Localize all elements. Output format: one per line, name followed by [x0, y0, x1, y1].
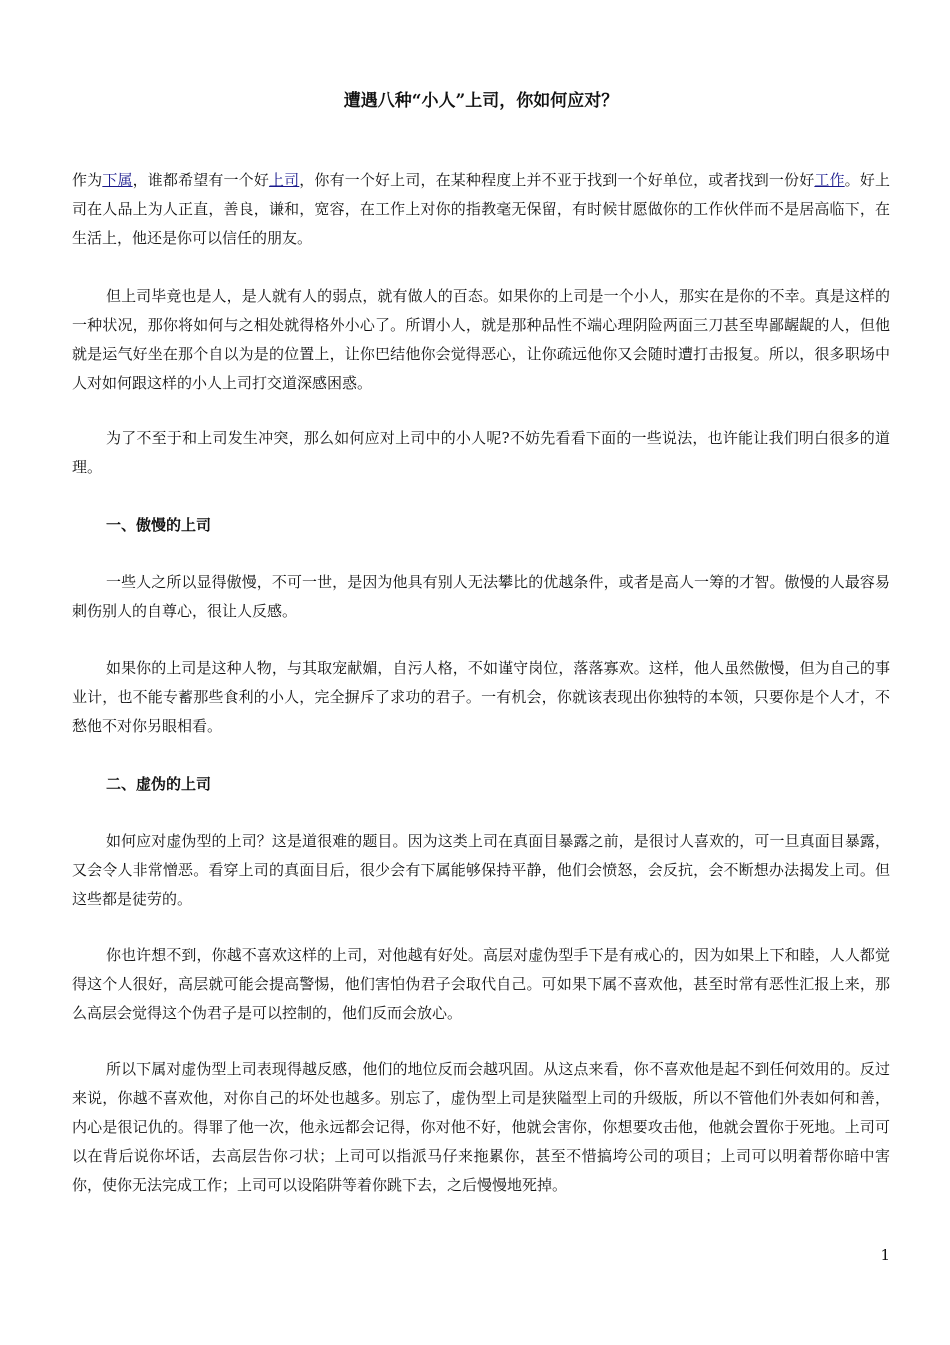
intro-paragraph	[72, 166, 890, 253]
section2-paragraph-1: 如何应对虚伪型的上司？这是道很难的题目。因为这类上司在真面目暴露之前，是很讨人喜欢的，可一旦真面目暴露，又会令人非常憎恶。看穿上司的真面目后，很少会有下属能够保持平静，他们会愤怒，会反抗，会不断想办法揭发上司。但这些都是徒劳的。	[72, 832, 890, 908]
intro-text-3: ，你有一个好上司，在某种程度上并不亚于找到一个好单位，或者找到一份好	[299, 171, 815, 189]
section2-paragraph-2: 你也许想不到，你越不喜欢这样的上司，对他越有好处。高层对虚伪型手下是有戒心的，因为如果上下和睦，人人都觉得这个人很好，高层就可能会提高警惕，他们害怕伪君子会取代自己。可如果下属不喜欢他，甚至时常有恶性汇报上来，那么高层会觉得这个伪君子是可以控制的，他们反而会放心。	[72, 946, 890, 1022]
section-heading-2: 二、虚伪的上司	[106, 775, 212, 793]
section2-paragraph-3: 所以下属对虚伪型上司表现得越反感，他们的地位反而会越巩固。从这点来看，你不喜欢他是起不到任何效用的。反过来说，你越不喜欢他，对你自己的坏处也越多。别忘了，虚伪型上司是狭隘型上司的升级版，所以不管他们外表如何和善，内心是很记仇的。得罪了他一次，他永远都会记得，你对他不好，他就会害你，你想要攻击他，他就会置你于死地。上司可以在背后说你坏话，去高层告你刁状；上司可以指派马仔来拖累你，甚至不惜搞垮公司的项目；上司可以明着帮你暗中害你，使你无法完成工作；上司可以设陷阱等着你跳下去，之后慢慢地死掉。	[72, 1060, 890, 1194]
intro-text-4: 。好上司在人品上为人正直，善良，谦和，宽容，在工作上对你的指教毫无保留，有时候甘愿做你的工作伙伴而不是居高临下，在生活上，他还是你可以信任的朋友。	[72, 171, 890, 247]
section-heading-1: 一、傲慢的上司	[106, 516, 212, 534]
paragraph-3: 为了不至于和上司发生冲突，那么如何应对上司中的小人呢?不妨先看看下面的一些说法，也许能让我们明白很多的道理。	[72, 429, 890, 476]
link-boss[interactable]: 上司	[268, 171, 300, 189]
link-subordinate[interactable]: 下属	[102, 171, 133, 189]
paragraph-2: 但上司毕竟也是人，是人就有人的弱点，就有做人的百态。如果你的上司是一个小人，那实在是你的不幸。真是这样的一种状况，那你将如何与之相处就得格外小心了。所谓小人，就是那种品性不端心理阴险两面三刀甚至卑鄙龌龊的人，但他就是运气好坐在那个自以为是的位置上，让你巴结他你会觉得恶心，让你疏远他你又会随时遭打击报复。所以，很多职场中人对如何跟这样的小人上司打交道深感困惑。	[72, 287, 890, 392]
section1-paragraph-2: 如果你的上司是这种人物，与其取宠献媚，自污人格，不如谨守岗位，落落寡欢。这样，他人虽然傲慢，但为自己的事业计，也不能专蓄那些食利的小人，完全摒斥了求功的君子。一有机会，你就该表现出你独特的本领，只要你是个人才，不愁他不对你另眼相看。	[72, 659, 890, 735]
section1-paragraph-1: 一些人之所以显得傲慢，不可一世，是因为他具有别人无法攀比的优越条件，或者是高人一筹的才智。傲慢的人最容易刺伤别人的自尊心，很让人反感。	[72, 573, 890, 620]
link-job[interactable]: 工作	[814, 171, 845, 189]
intro-text-2: ，谁都希望有一个好	[132, 171, 269, 189]
document-title: 遭遇八种“小人”上司，你如何应对？	[343, 91, 619, 111]
page-number: 1	[880, 1246, 890, 1264]
intro-text-1: 作为	[72, 171, 103, 189]
